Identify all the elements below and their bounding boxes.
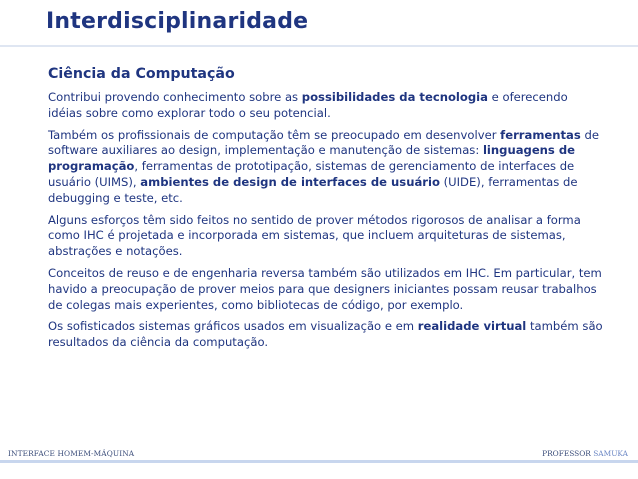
footer-author-label [542,449,628,458]
paragraph-text: , ferramentas de prototipação, sistemas de gerenciamento de interfaces de usuário (UIMS), [48,159,575,189]
paragraph-text: Alguns esforços têm sido feitos no sentido de prover métodos rigorosos de analisar a forma como IHC é projetada e incorporada em sistemas, que incluem arquiteturas de sistemas, abstrações e notações. [48,212,581,259]
footer-author-name: SAMUKA [593,449,628,458]
paragraph-text: Também os profissionais de computação têm se preocupado em desenvolver [48,127,501,142]
paragraph-text: Conceitos de reuso e de engenharia reversa também são utilizados em IHC. Em particular, tem havido a preocupação de prover meios para que designers iniciantes possam reusar trabalhos de colegas mais experientes, como bibliotecas de código, por exemplo. [48,265,602,312]
paragraph-text: de software auxiliares ao design, implementação e manutenção de sistemas: [48,127,599,158]
footer-divider [0,460,638,463]
paragraph-1 [48,90,604,122]
paragraph-5 [48,319,604,351]
highlighted-term: realidade virtual [417,319,527,334]
slide-subtitle: Ciência da Computação [48,66,235,82]
paragraph-text: Os sofisticados sistemas gráficos usados em visualização e em [48,319,418,334]
footer-author-prefix: PROFESSOR [542,449,591,458]
highlighted-term: linguagens de programação [48,143,576,174]
paragraph-3 [48,213,604,260]
highlighted-term: possibilidades da tecnologia [301,90,488,104]
highlighted-term: ferramentas [500,127,581,142]
paragraph-list [48,90,604,351]
paragraph-4 [48,266,604,313]
highlighted-term: ambientes de design de interfaces de usuário [140,174,440,189]
paragraph-text: e oferecendo idéias sobre como explorar todo o seu potencial. [48,90,568,120]
paragraph-2 [48,128,604,207]
paragraph-text: (UIDE), ferramentas de debugging e teste, etc. [48,174,578,205]
paragraph-text: Contribui provendo conhecimento sobre as [48,90,302,104]
title-divider [0,45,638,47]
slide-content [48,66,604,357]
paragraph-text: também são resultados da ciência da computação. [48,319,603,350]
slide-title: Interdisciplinaridade [46,9,309,34]
footer-course-label: INTERFACE HOMEM-MÁQUINA [8,449,135,458]
